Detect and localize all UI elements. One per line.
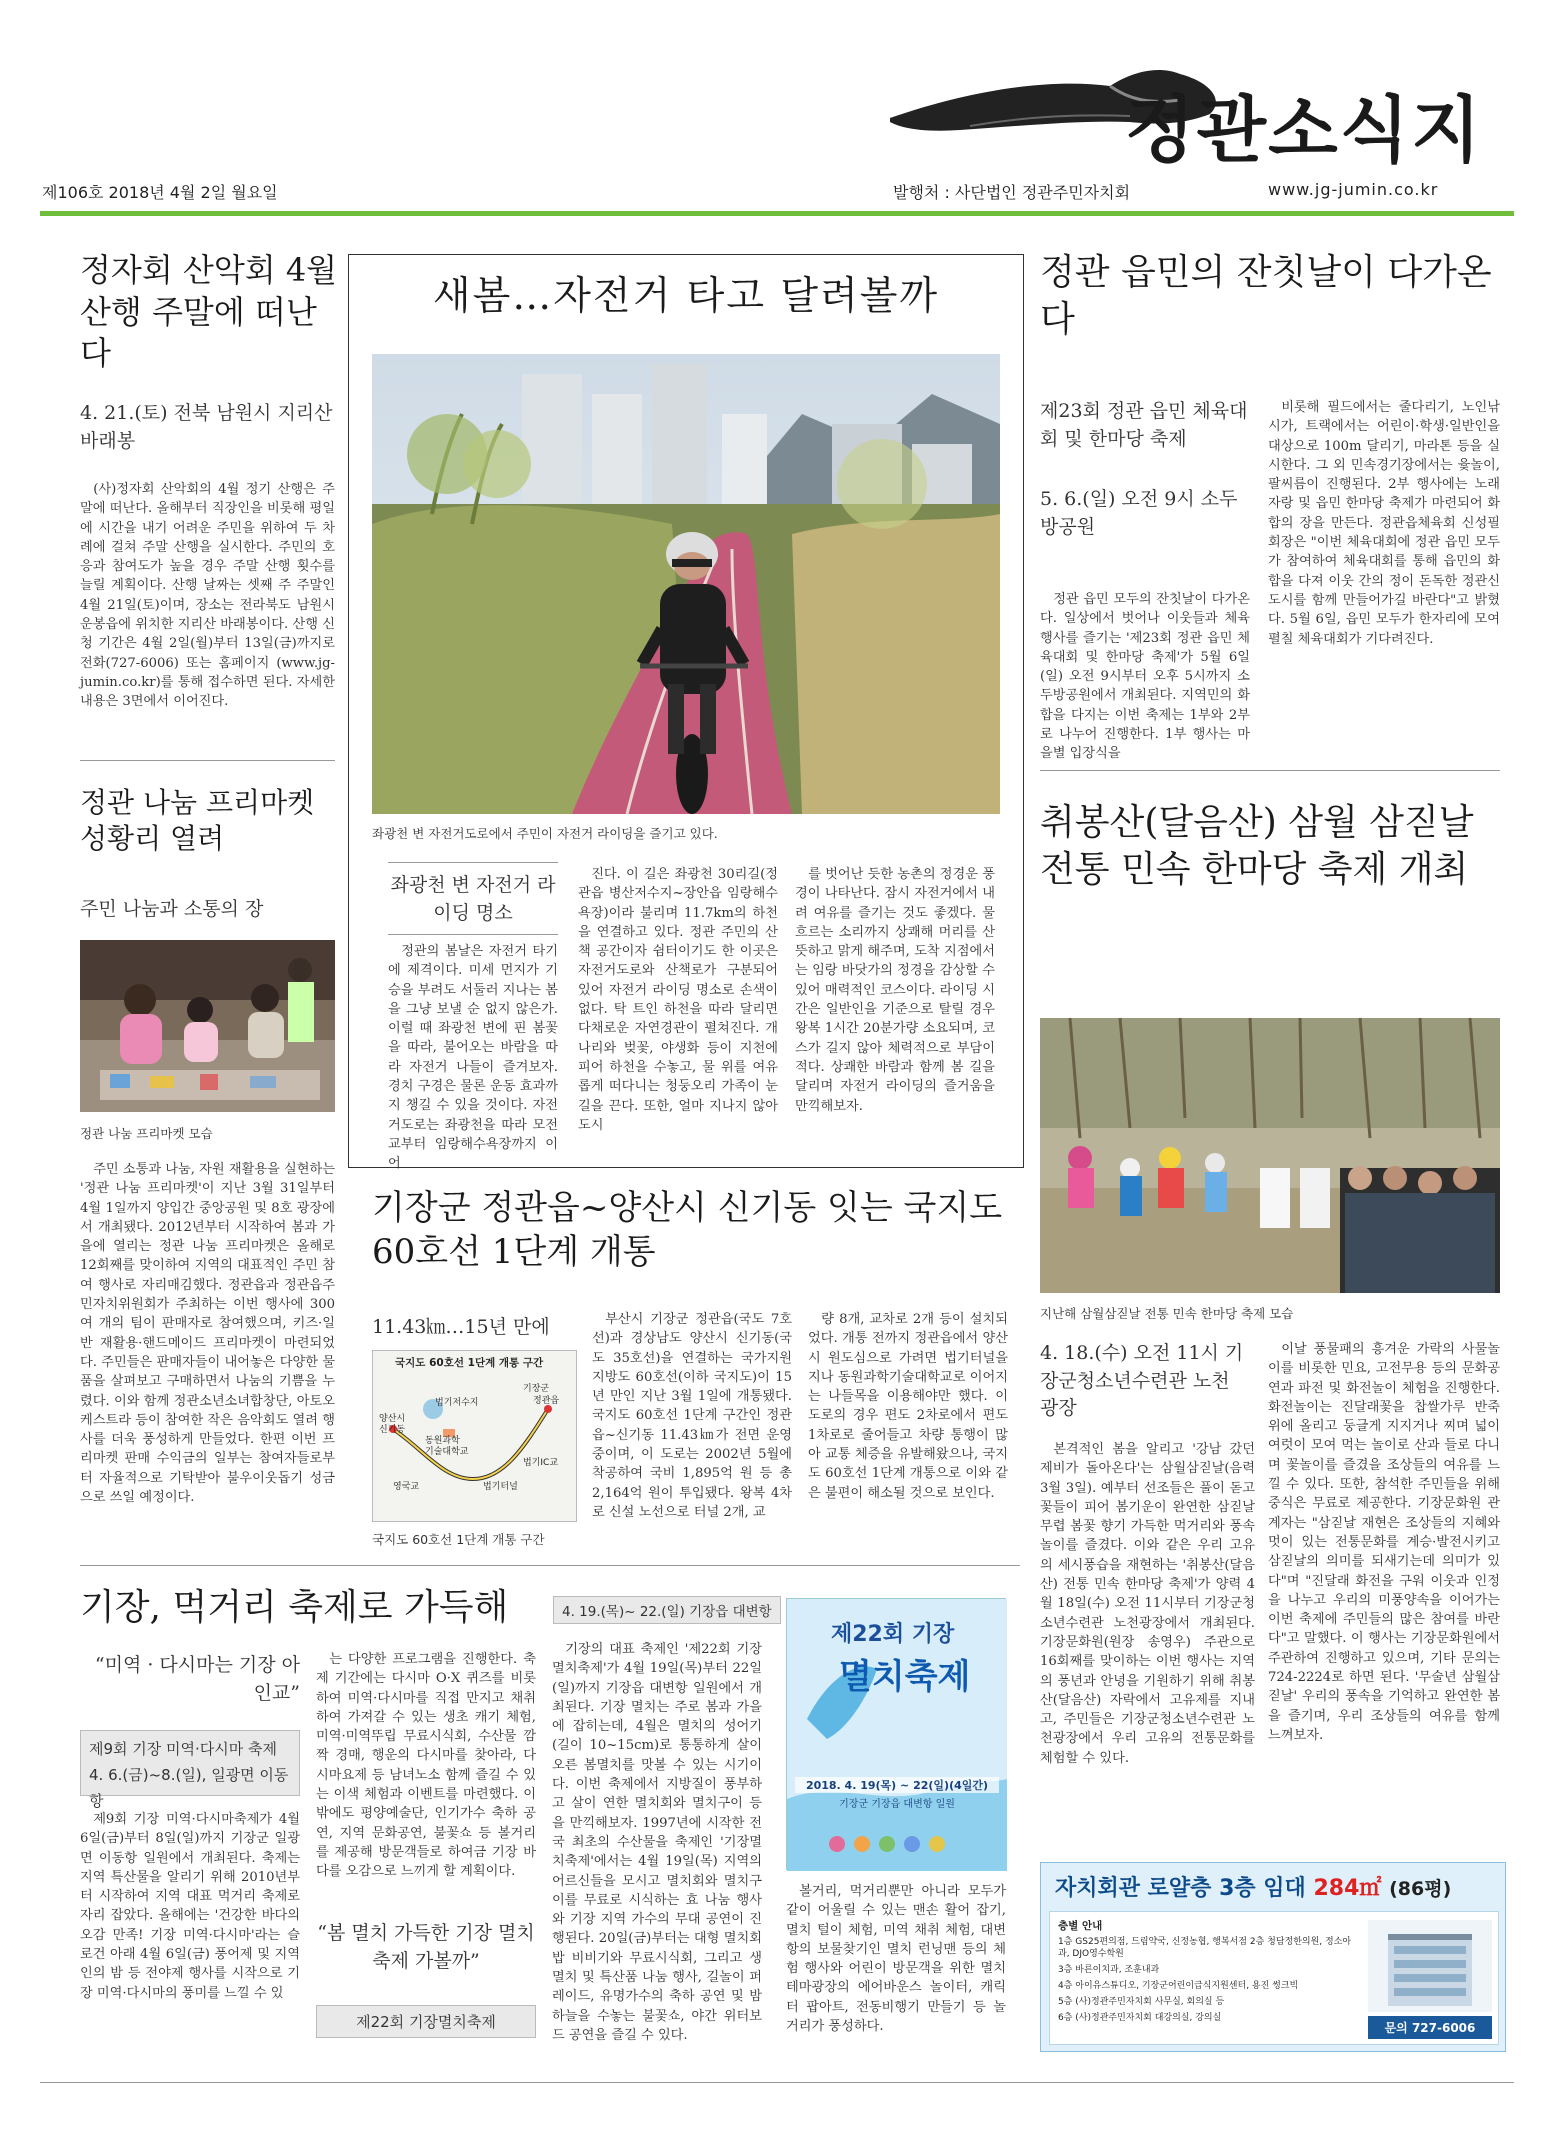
road-caption: 국지도 60호선 1단계 개통 구간: [372, 1532, 545, 1547]
road-subhead: 11.43㎞…15년 만에: [372, 1316, 550, 1338]
bike-body-col2: 진다. 이 길은 좌광천 30리길(정관읍 병산저수지~장안읍 임랑해수욕장)이라 불리며 11.7km의 하천을 연결하고 있다. 정관 주민의 산책 공간이자 쉼터이기도 한 이곳은 자전거도로와 산책로가 구분되어 있어 자전거 라이딩 명소로 손색이 없다. 탁 트인 하천을 따라 달리면 다채로운 자연경관이 펼쳐진다. 개나리와 벚꽃, 야생화 등이 지천에 피어 하천을 수놓고, 물 위를 여유롭게 떠다니는 청둥오리 가족이 눈길을 끈다. 또한, 얼마 지나지 않아 도시: [578, 867, 778, 1133]
samjinnal-caption: 지난해 삼월삼짇날 전통 민속 한마당 축제 모습: [1040, 1306, 1294, 1321]
samjinnal-photo: [1040, 1018, 1500, 1293]
poster-title-1: 제22회 기장: [831, 1622, 955, 1647]
anchovy-quote-2: “봄 멸치 가득한 기장 멸치축제 가볼까”: [317, 1922, 535, 1972]
anchovy-body-col3: 기장의 대표 축제인 '제22회 기장멸치축제'가 4월 19일(목)부터 22일(일)까지 기장읍 대변항 일원에서 개최된다. 기장 멸치는 주로 봄과 가을에 잡히는데, 4월은 멸치의 성어기(길이 10~15cm)로 통통하게 살이 오른 봄멸치를 맛볼 수 있는 시기이다. 이번 축제에서 지방질이 풍부하고 살이 연한 멸치회와 멸치구이 등을 만끽해보자. 1997년에 시작한 전국 최초의 수산물을 축제인 '기장멸치축제'에서는 4월 19일(목) 지역의 어르신들을 모시고 멸치회와 멸치구이를 무료로 시식하는 효 나눔 행사와 기장 지역 가수의 무대 공연이 진행된다. 20일(금)부터는 대형 멸치회밥 비비기와 무료시식회, 그리고 생멸치 및 특산품 나눔 행사, 길놀이 퍼레이드, 유명가수의 축하 공연 및 밤하늘을 수놓는 불꽃쇼, 야간 위터보드 공연을 즐길 수 있다.: [552, 1642, 762, 2043]
publisher: 발행처 : 사단법인 정관주민자치회: [893, 183, 1131, 202]
samjinnal-subhead: 4. 18.(수) 오전 11시 기장군청소년수련관 노천 광장: [1040, 1342, 1244, 1420]
map-label: 영국교: [393, 1482, 420, 1492]
samjinnal-body-col2: 이날 풍물패의 흥겨운 가락의 사물놀이를 비롯한 민요, 고전무용 등의 문화공연과 파전 및 화전놀이 체험을 진행한다. 화전놀이는 진달래꽃을 찹쌀가루 반죽 위에 올리고 둥글게 지지거나 찌며 넓이 여럿이 모여 먹는 놀이로 산과 들로 다니며 꽃놀이를 즐겼을 조상들의 여유를 느낄 수 있다. 또한, 참석한 주민들을 위해 중식은 무료로 제공한다. 기장문화원 관계자는 "삼짇날 재현은 조상들의 지혜와 멋이 있는 전통문화를 계승·발전시키고 삼짇날의 의미를 되새기는데 의미가 있다"며 "진달래 화전을 구워 이웃과 인정을 나누고 우리의 미풍양속을 이어가는 이번 축제에 주민들의 많은 참여를 바란다"고 말했다. 이 행사는 기장문화원에서 주관하여 진행하고 있으며, 기타 문의는 724-2224로 하면 된다. '무술년 삼월삼짇날' 우리의 풍속을 기억하고 완연한 봄을 즐기며, 우리 조상들의 여유를 함께 느껴보자.: [1268, 1342, 1500, 1743]
rental-ad-title: [1055, 1871, 1451, 1902]
divider: [80, 760, 335, 761]
rental-ad-title-text: 자치회관 로얄층 3층 임대: [1055, 1876, 1306, 1901]
flea-subhead: 주민 나눔과 소통의 장: [80, 898, 264, 920]
floor-info-line: 5층 (사)정관주민자치회 사무실, 회의실 등: [1058, 1997, 1225, 2007]
festival-subhead-2: 5. 6.(일) 오전 9시 소두방공원: [1040, 488, 1238, 538]
anchovy-body-col4: 볼거리, 먹거리뿐만 아니라 모두가 같이 어울릴 수 있는 맨손 활어 잡기, 멸치 털이 체험, 미역 채취 체험, 대변항의 보물찾기인 멸치 런닝맨 등의 체험 행사와 어린이 방문객을 위한 멸치테마광장의 에어바운스 놀이터, 캐릭터 팝아트, 전동비행기 만들기 등 놀 거리가 풍성하다.: [786, 1884, 1006, 2035]
anchovy-box-1-date: 4. 6.(금)~8.(일), 일광면 이동항: [89, 1766, 289, 1810]
map-label: 기장군: [523, 1384, 550, 1394]
anchovy-date-tag: 4. 19.(목)~ 22.(일) 기장읍 대변항: [553, 1596, 781, 1624]
bike-photo: [372, 354, 1000, 814]
map-label: 기술대학교: [425, 1447, 469, 1457]
map-label: 양산시: [379, 1414, 406, 1424]
anchovy-body-col2: 는 다양한 프로그램을 진행한다. 축제 기간에는 다시마 O·X 퀴즈를 비롯하여 미역·다시마를 직접 만지고 채취하여 가져갈 수 있는 생초 캐기 체험, 미역·미역뚜립 무료시식회, 수산물 깜짝 경매, 행운의 다시마를 찾아라, 다시마요제 등 남녀노소 함께 즐길 수 있는 이색 체험과 이벤트를 마련했다. 이 밖에도 평양예술단, 인기가수 축하 공연, 지역 문화공연, 불꽃쇼 등 볼거리를 제공해 방문객들로 하여금 기장 바다를 오감으로 느끼게 할 계획이다.: [316, 1652, 536, 1880]
map-label: 법기저수지: [435, 1398, 479, 1408]
masthead-title: 정관소식지: [1125, 87, 1483, 172]
floor-info-line: 6층 (사)정관주민자치회 대강의실, 강의실: [1058, 2013, 1222, 2023]
masthead-green-rule: [40, 211, 1514, 216]
rental-ad-info: [1049, 1911, 1499, 2045]
anchovy-body-col1: 제9회 기장 미역·다시마축제가 4월 6일(금)부터 8일(일)까지 기장군 일광면 이동항 일원에서 개최된다. 축제는 지역 특산물을 알리기 위해 2010년부터 시작하여 지역 대표 먹거리 축제로 자리 잡았다. 올해에는 '건강한 바다의 오감 만족! 기장 미역·다시마'라는 슬로건 아래 4월 6일(금) 풍어제 및 지역인의 밤 등 전야제 행사를 시작으로 기장 미역·다시마의 풍미를 느낄 수 있: [80, 1812, 300, 2001]
road-body-col1: 부산시 기장군 정관읍(국도 7호선)과 경상남도 양산시 신기동(국도 35호선)을 연결하는 국가지원 지방도 60호선(이하 국지도)이 15년 만인 지난 3월 1일에 개통됐다. 국지도 60호선 1단계 구간인 정관읍~신기동 11.43㎞가 전면 운영 중이며, 이 도로는 2002년 5월에 착공하여 국비 1,895억 원 등 총 2,164억 원이 투입됐다. 왕복 4차로 신설 노선으로 터널 2개, 교: [592, 1312, 792, 1520]
anchovy-box-2: 제22회 기장멸치축제: [316, 2005, 536, 2038]
building-image: [1368, 1920, 1492, 2012]
flea-headline: 정관 나눔 프리마켓 성황리 열려: [80, 786, 315, 856]
poster-date: 2018. 4. 19(목) ~ 22(일)(4일간): [795, 1777, 999, 1793]
rental-ad-area: 284㎡: [1313, 1876, 1382, 1901]
flea-body: 주민 소통과 나눔, 자원 재활용을 실현하는 '정관 나눔 프리마켓'이 지난 3월 31일부터 4월 1일까지 양입간 중앙공원 및 8호 광장에서 개최됐다. 2012년부터 시작하여 봄과 가을에 열리는 정관 나눔 프리마켓은 올해로 12회째를 맞이하여 지역의 대표적인 주민 참여 행사로 자리매김했다. 정관읍과 정관읍주민자치위원회가 주최하는 이번 행사에 300여 개의 팀이 판매자로 참여했으며, 키즈·일반 재활용·핸드메이드 프리마켓이 마련되었다. 주민들은 판매자들이 내어놓은 다양한 물품을 살펴보고 구매하면서 나눔의 기쁨을 누렸다. 이와 함께 정관소년소녀합창단, 아토오케스트라 등이 참여한 작은 음악회도 열려 행사를 더욱 풍성하게 만들었다. 한편 이번 프리마켓 판매 수익금의 일부는 참여자들로부터 자율적으로 기탁받아 불우이웃돕기 성금으로 쓰일 예정이다.: [80, 1162, 335, 1506]
samjinnal-headline: 취봉산(달음산) 삼월 삼짇날 전통 민속 한마당 축제 개최: [1040, 802, 1474, 890]
map-label: 신기동: [379, 1425, 406, 1435]
floor-info-line: 1층 GS25편의점, 드림약국, 신정농협, 행복서점 2층 청담정한의원, 정소아과, DJO영수학원: [1058, 1937, 1352, 1959]
poster-place: 기장군 기장읍 대변항 일원: [839, 1799, 955, 1810]
divider: [388, 862, 558, 863]
map-label: 법기IC교: [523, 1458, 559, 1468]
issue-info: 제106호 2018년 4월 2일 월요일: [42, 183, 278, 202]
map-label: 동원과학: [425, 1436, 460, 1446]
divider: [80, 1565, 1020, 1566]
festival-body-col2: 비롯해 필드에서는 줄다리기, 노인낚시가, 트랙에서는 어린이·학생·일반인을 대상으로 100m 달리기, 마라톤 등을 실시한다. 그 외 민속경기장에서는 윷놀이, 팔씨름이 진행된다. 2부 행사에는 노래자랑 및 읍민 한마당 축제가 마련되어 화합의 장을 만든다. 정관읍체육회 신성필 회장은 "이번 체육대회에 정관 읍민 모두가 참여하여 체육대회를 통해 읍민의 화합을 다져 이웃 간의 정이 돈독한 정관신도시를 함께 만들어가길 바란다"고 밝혔다. 5월 6일, 읍민 모두가 한자리에 모여 펼칠 체육대회가 기다려진다.: [1268, 400, 1500, 647]
hiking-headline: 정자회 산악회 4월 산행 주말에 떠난다: [80, 251, 338, 373]
bike-body-col3: 를 벗어난 듯한 농촌의 정경운 풍경이 나타난다. 잠시 자전거에서 내려 여유를 즐기는 것도 좋겠다. 물 흐르는 소리까지 상쾌해 머리를 산뜻하고 맑게 해주며, 도착 지점에서는 임랑 바닷가의 정경을 감상할 수 있어 매력적인 코스이다. 라이딩 시간은 일반인을 기준으로 탈릴 경우 왕복 1시간 20분가량 소요되며, 코스가 길지 않아 체력적으로 부담이 적다. 상쾌한 바람과 함께 봄 길을 달리며 자전거 라이딩의 즐거움을 만끽해보자.: [795, 867, 995, 1114]
road-body-col2: 량 8개, 교차로 2개 등이 설치되었다. 개통 전까지 정관읍에서 양산시 원도심으로 가려면 법기터널을 지나 동원과학기술대학교로 이어지는 나들목을 이용해야만 했다. 이 도로의 경우 편도 2차로에서 편도 1차로로 줄어들고 차량 통행이 많아 교통 체증을 유발해왔으나, 국지도 60호선 1단계 개통으로 이와 같은 불편이 해소될 것으로 보인다.: [808, 1312, 1008, 1501]
rental-ad[interactable]: [1040, 1862, 1506, 2052]
divider: [1040, 770, 1500, 771]
flea-photo: [80, 940, 335, 1112]
anchovy-quote-1: “미역 · 다시마는 기장 아인교”: [94, 1654, 300, 1704]
footer-rule: [40, 2082, 1514, 2083]
road-map: [372, 1350, 577, 1522]
samjinnal-body-col1: 본격적인 봄을 알리고 '강남 갔던 제비가 돌아온다'는 삼월삼짇날(음력 3월 3일). 예부터 선조들은 풀이 돋고 꽃들이 피어 봄기운이 완연한 삼짇날 무렵 봄꽃 향기 가득한 먹거리와 풍속놀이를 즐겼다. 이와 같은 우리 고유의 세시풍습을 재현하는 '취봉산(달음산) 전통 민속 한마당 축제'가 양력 4월 18일(수) 오전 11시부터 기장군청소년수련관 노천광장에서 개최된다. 기장문화원(원장 송영우) 주관으로 16회째를 맞이하는 이번 행사는 지역의 풍년과 안녕을 기원하기 위해 취봉산(달음산) 자락에서 고유제를 지내고, 주민들은 기장군청소년수련관 노천광장에서 우리 고유의 전통문화를 체험할 수 있다.: [1040, 1442, 1255, 1766]
website-link[interactable]: www.jg-jumin.co.kr: [1268, 180, 1439, 199]
bike-headline: 새봄…자전거 타고 달려볼까: [432, 274, 940, 319]
hiking-body: (사)정자회 산악회의 4월 정기 산행은 주말에 떠난다. 올해부터 직장인을 비롯해 평일에 시간을 내기 어려운 주민을 위하여 두 차례에 걸쳐 주말 산행을 실시한다. 주민의 호응과 참여도가 높을 경우 주말 산행 횟수를 늘릴 계획이다. 산행 날짜는 셋째 주 주말인 4월 21일(토)이며, 장소는 전라북도 남원시 운봉읍에 위치한 지리산 바래봉이다. 산행 신청 기간은 4월 2일(월)부터 13일(금)까지로 전화(727-6006) 또는 홈페이지 (www.jg-jumin.co.kr)를 통해 접수하면 된다. 자세한 내용은 3면에서 이어진다.: [80, 482, 335, 710]
masthead-logo: [880, 30, 1520, 172]
bike-body-col1: 정관의 봄날은 자전거 타기에 제격이다. 미세 먼지가 기승을 부려도 서둘러 지나는 봄을 그냥 보낼 순 없지 않은가. 이럴 때 좌광천 변에 핀 봄꽃을 따라, 불어오는 바람을 따라 자전거 나들이 즐겨보자. 경치 구경은 물론 운동 효과까지 챙길 수 있을 것이다. 자전거도로는 좌광천을 따라 모전교부터 임랑해수욕장까지 이어: [388, 944, 558, 1172]
flea-caption: 정관 나눔 프리마켓 모습: [80, 1126, 213, 1141]
floor-info-title: 층별 안내: [1058, 1920, 1103, 1932]
anchovy-box-1-title: 제9회 기장 미역·다시마 축제: [89, 1740, 278, 1758]
map-label: 법기터널: [483, 1482, 518, 1492]
poster-title-2: 멸치축제: [839, 1657, 971, 1697]
map-label: 정관읍: [533, 1396, 560, 1406]
hiking-subhead: 4. 21.(토) 전북 남원시 지리산 바래봉: [80, 402, 333, 452]
rental-ad-area-py: (86평): [1389, 1878, 1452, 1900]
anchovy-box-1: [80, 1730, 300, 1810]
festival-body-col1: 정관 읍민 모두의 잔칫날이 다가온다. 일상에서 벗어나 이웃들과 체육행사를 즐기는 '제23회 정관 읍민 체육대회 및 한마당 축제'가 5월 6일(일) 오전 9시부터 오후 5시까지 소두방공원에서 개최된다. 지역민의 화합을 다지는 이번 축제는 1부와 2부로 나누어 진행한다. 1부 행사는 마을별 입장식을: [1040, 592, 1250, 762]
festival-headline: 정관 읍민의 잔칫날이 다가온다: [1040, 252, 1492, 340]
floor-info-line: 4층 아이유스튜디오, 기장군어린이급식지원센터, 용진 썽크빅: [1058, 1981, 1299, 1991]
festival-subhead-1: 제23회 정관 읍민 체육대회 및 한마당 축제: [1040, 400, 1248, 450]
bike-subhead: 좌광천 변 자전거 라이딩 명소: [390, 874, 556, 924]
anchovy-headline: 기장, 먹거리 축제로 가득해: [80, 1587, 509, 1628]
rental-contact[interactable]: 문의 727-6006: [1368, 2016, 1492, 2039]
floor-info-line: 3층 바른이치과, 조훈내과: [1058, 1965, 1160, 1975]
bike-caption: 좌광천 변 자전거도로에서 주민이 자전거 라이딩을 즐기고 있다.: [372, 826, 718, 841]
road-headline: 기장군 정관읍~양산시 신기동 잇는 국지도 60호선 1단계 개통: [372, 1188, 1003, 1273]
road-map-title: 국지도 60호선 1단계 개통 구간: [395, 1357, 544, 1369]
anchovy-poster: [786, 1598, 1006, 1870]
divider: [388, 934, 558, 935]
